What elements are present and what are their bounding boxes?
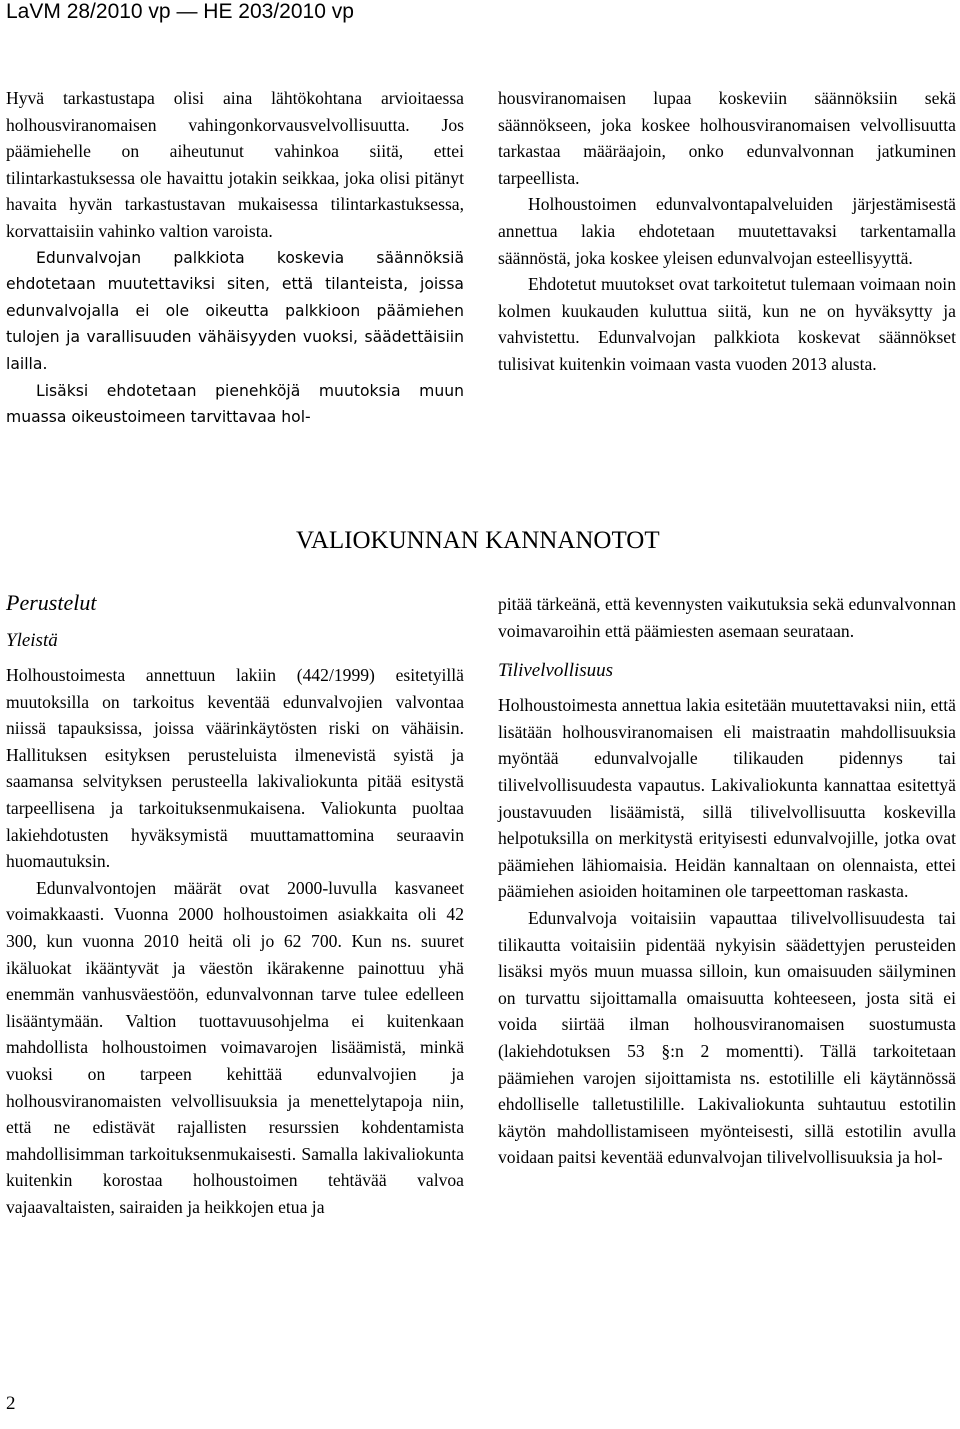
subsection-heading: Tilivelvollisuus: [498, 660, 614, 682]
paragraph: Edunvalvontojen määrät ovat 2000-luvulla kasvaneet voimakkaasti. Vuonna 2000 holhoustoimen asiakkaita oli 42 300, kun vuonna 2010 heitä oli jo 62 700. Kun ns. suuret ikäluokat ikääntyvät ja väestön ikärakenne painottuu yhä enemmän vanhusväestöön, edunvalvonnan tarve tulee edelleen lisääntymään. Valtion tuottavuusohjelma ei kuitenkaan mahdollista holhoustoimen voimavarojen lisäämistä, minkä vuoksi on tarpeen kehittää edunvalvojien ja holhousviranomaisten velvollisuuksia ja menettelytapoja niin, että ne edistävät rajallisten resurssien kohdentamista mahdollisimman tarkoituksenmukaisesti. Samalla lakivaliokunta kuitenkin korostaa holhoustoimen tehtävää valvoa vajaavaltaisten, sairaiden ja heikkojen etua ja: [6, 877, 464, 1217]
paragraph: Holhoustoimen edunvalvontapalveluiden järjestämisestä annettua lakia ehdotetaan muutettavaksi tarkentamalla säännöstä, joka koskee yleisen edunvalvojan esteellisyyttä.: [498, 194, 956, 268]
top-right-column: [498, 85, 956, 378]
section-heading: Perustelut: [6, 590, 97, 615]
bottom-right-column: [498, 591, 956, 1171]
page-number: 2: [6, 1393, 16, 1414]
paragraph: Holhoustoimesta annettua lakia esitetään muutettavaksi niin, että lisätään holhousviranomaisen eli maistraatin mahdollisuuksia myöntää edunvalvojalle tilikauden pidennys tai tilivelvollisuudesta vapautus. Lakivaliokunta kannattaa esitettyä joustavuuden lisäämistä, sillä tilivelvollisuutta koskevilla helpotuksilla on merkitystä erityisesti edunvalvojille, jotka ovat päämiehen lähiomaisia. Heidän kannaltaan on olennaista, ettei päämiehen asioiden hoitaminen ole tarpeettoman raskasta.: [498, 695, 956, 902]
paragraph: Holhoustoimesta annettuun lakiin (442/1999) esitetyillä muutoksilla on tarkoitus keventää edunvalvojien valvontaa niissä tapauksissa, joissa väärinkäytösten riski on vähäisin. Hallituksen esityksen perusteluista ilmenevistä syistä ja saamansa selvityksen perusteella lakivaliokunta pitää esitystä tarpeellisena ja tarkoituksenmukaisena. Valiokunta puoltaa lakiehdotusten hyväksymistä muuttamattomina seuraavin huomautuksin.: [6, 665, 464, 872]
paragraph: Edunvalvoja voitaisiin vapauttaa tilivelvollisuudesta tai tilikautta voitaisiin pidentää nykyisin säädettyjen perusteiden lisäksi myös muun muassa silloin, kun omaisuuden säilyminen on turvattu sijoittamalla omaisuutta kohteeseen, josta sitä ei voida siirtää ilman holhousviranomaisen suostumusta (lakiehdotuksen 53 §:n 2 momentti). Tällä tarkoitetaan päämiehen varojen sijoittamista ns. estotilille eli käytännössä ehdolliselle talletustilille. Lakivaliokunta suhtautuu estotilin käytön mahdollistamiseen myönteisesti, sillä estotilin avulla voidaan paitsi keventää edunvalvojan tilivelvollisuuksia ja hol-: [498, 907, 956, 1168]
paragraph: pitää tärkeänä, että kevennysten vaikutuksia sekä edunvalvonnan voimavaroihin että päämiesten asemaan seurataan.: [498, 594, 956, 641]
paragraph: Edunvalvojan palkkiota koskevia säännöksiä ehdotetaan muutettaviksi siten, että tilanteista, joissa edunvalvojalla ei ole oikeutta palkkioon päämiehen tulojen ja varallisuuden vähäisyyden vuoksi, säädettäisiin lailla.: [6, 248, 464, 373]
paragraph: Hyvä tarkastustapa olisi aina lähtökohtana arvioitaessa holhousviranomaisen vahingonkorvausvelvollisuutta. Jos päämiehelle on aiheutunut vahinkoa siitä, ettei tilintarkastuksessa ole havaittu jotakin seikkaa, joka olisi pitänyt havaita hyvän tarkastustavan mukaisessa tilintarkastuksessa, korvattaisiin vahinko valtion varoista.: [6, 88, 464, 241]
paragraph: Lisäksi ehdotetaan pienehköjä muutoksia muun muassa oikeustoimeen tarvittavaa hol-: [6, 381, 464, 427]
section-title: VALIOKUNNAN KANNANOTOT: [296, 527, 660, 554]
subsection-heading: Yleistä: [6, 630, 58, 651]
paragraph: housviranomaisen lupaa koskeviin säännöksiin sekä säännökseen, joka koskee holhousviranomaisen velvollisuutta tarkastaa määräajoin, onko edunvalvonnan jatkuminen tarpeellista.: [498, 88, 956, 188]
paragraph: Ehdotetut muutokset ovat tarkoitetut tulemaan voimaan noin kolmen kuukauden kuluttua siitä, kun ne on hyväksytty ja vahvistettu. Edunvalvojan palkkiota koskevat säännökset tulisivat kuitenkin voimaan vasta vuoden 2013 alusta.: [498, 274, 956, 374]
top-left-column: [6, 85, 464, 431]
document-header: LaVM 28/2010 vp — HE 203/2010 vp: [6, 0, 354, 23]
bottom-left-column: [6, 588, 464, 1220]
